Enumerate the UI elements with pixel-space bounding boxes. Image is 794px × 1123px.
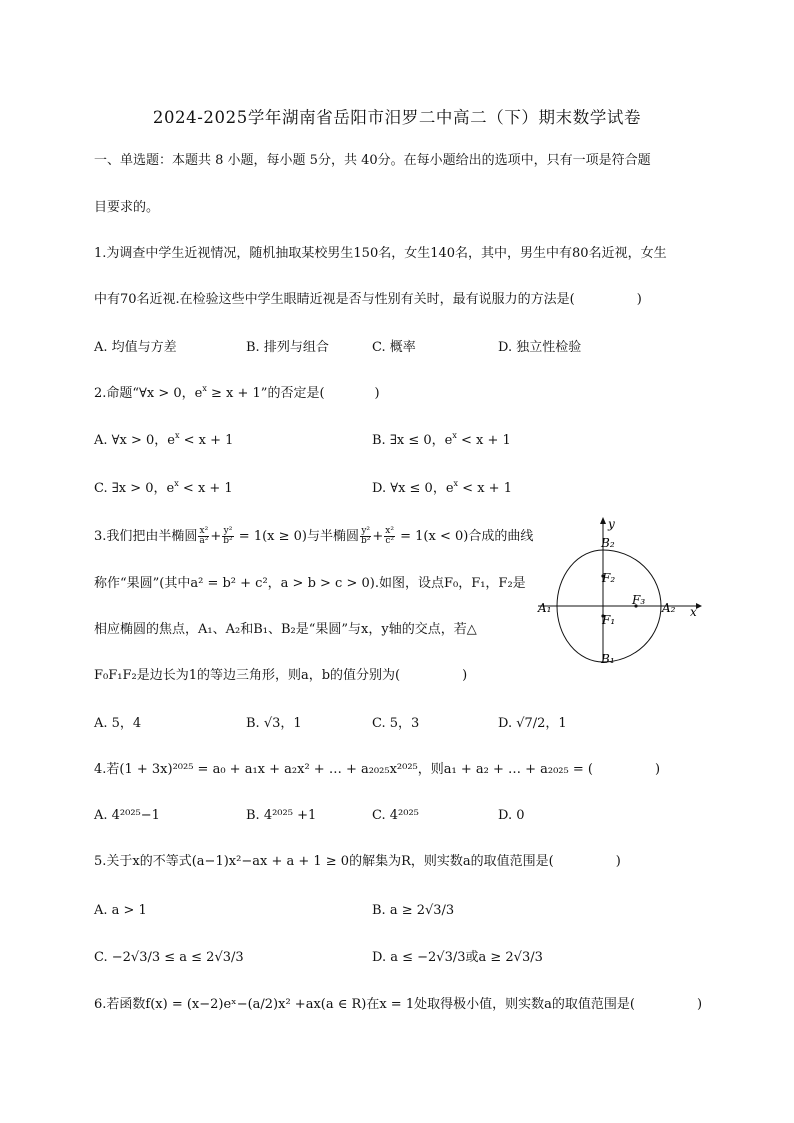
formula-y2-over-b2: $\frac{\text{y²}}{\text{b²}}$ (223, 526, 233, 546)
q1-option-b: B. 排列与组合 (246, 340, 329, 355)
q1-stem-line1: 1.为调查中学生近视情况，随机抽取某校男生150名，女生140名，其中，男生中有80名近视，女生 (94, 246, 667, 261)
q3-option-a: A. 5，4 (94, 716, 142, 731)
formula-x2-over-a2: $\frac{\text{x²}}{\text{a²}}$ (199, 526, 209, 546)
q1-option-d: D. 独立性检验 (498, 340, 582, 355)
q3-stem-line3: 相应椭圆的焦点，A₁、A₂和B₁、B₂是“果圆”与x，y轴的交点，若△ (94, 622, 477, 637)
label-f2: F₂ (602, 571, 616, 585)
formula-y2-over-b2-second: $\frac{\text{y²}}{\text{b²}}$ (361, 526, 371, 546)
fruit-circle-figure (536, 514, 704, 666)
q5-stem: 5.关于x的不等式(a−1)x²−ax + a + 1 ≥ 0的解集为R，则实数a的取值范围是( ) (94, 854, 621, 869)
q3-option-c: C. 5，3 (372, 716, 420, 731)
section-heading-line1: 一、单选题：本题共 8 小题，每小题 5分，共 40分。在每小题给出的选项中，只有一项是符合题 (94, 153, 651, 168)
q5-option-b: B. a ≥ 2√3/3 (372, 903, 455, 918)
q2-option-c: C. ∃x > 0，$e^x < x + 1$ (94, 479, 233, 496)
label-y: y (608, 517, 615, 531)
q2-option-d: D. ∀x ≤ 0，$e^x < x + 1$ (372, 479, 512, 496)
q1-stem-line2: 中有70名近视.在检验这些中学生眼睛近视是否与性别有关时，最有说服力的方法是( ) (94, 292, 642, 307)
q4-option-a: A. 4²⁰²⁵−1 (94, 808, 160, 823)
q5-option-a: A. a > 1 (94, 903, 147, 918)
q1-option-a: A. 均值与方差 (94, 340, 177, 355)
label-f1: F₁ (602, 613, 616, 627)
q4-option-c: C. 4²⁰²⁵ (372, 808, 419, 823)
x-axis-arrow-icon (696, 603, 702, 609)
q5-option-c: C. −2√3/3 ≤ a ≤ 2√3/3 (94, 950, 244, 965)
q6-stem: 6.若函数f(x) = (x−2)eˣ−(a/2)x² +ax(a ∈ R)在x = 1处取得极小值，则实数a的取值范围是( ) (94, 997, 703, 1012)
q3-option-d: D. √7/2，1 (498, 716, 567, 731)
label-b1: B₁ (601, 652, 615, 666)
q4-option-b: B. 4²⁰²⁵ +1 (246, 808, 317, 823)
q5-option-d: D. a ≤ −2√3/3或a ≥ 2√3/3 (372, 950, 543, 965)
q4-option-d: D. 0 (498, 808, 525, 823)
label-a2: A₂ (662, 601, 676, 615)
q4-stem: 4.若(1 + 3x)²⁰²⁵ = a₀ + a₁x + a₂x² + … + a₂₀₂₅x²⁰²⁵，则a₁ + a₂ + … + a₂₀₂₅ = ( ) (94, 762, 661, 777)
q1-option-c: C. 概率 (372, 340, 416, 355)
y-axis-arrow-icon (600, 517, 606, 524)
label-f3: F₃ (632, 593, 646, 607)
section-heading-line2: 目要求的。 (94, 200, 160, 215)
q3-stem-line1: 3.我们把由半椭圆 $\frac{\text{x²}}{\text{a²}}$ + $\frac{\text{y²}}{\text{b²}}$ = 1(x ≥ 0)与半椭圆 $\frac{\text{y²}}{\text{b²}}$ + $\frac{\text{x²}}{\text{c²}}$ = 1(x < 0)合成的曲线 (94, 526, 534, 546)
q3-stem-line2: 称作“果圆”(其中a² = b² + c²，a > b > c > 0).如图，设点F₀，F₁，F₂是 (94, 576, 526, 591)
q2-stem: 2.命题“∀x > 0，$e^x \ge x + 1$”的否定是( ) (94, 384, 380, 401)
formula-x2-over-c2: $\frac{\text{x²}}{\text{c²}}$ (385, 526, 394, 546)
q2-option-a: A. ∀x > 0，$e^x < x + 1$ (94, 431, 234, 448)
q3-option-b: B. √3，1 (246, 716, 302, 731)
label-b2: B₂ (601, 536, 615, 550)
q2-option-b: B. ∃x ≤ 0，$e^x < x + 1$ (372, 431, 511, 448)
label-x: x (690, 605, 697, 619)
exam-title: 2024-2025学年湖南省岳阳市汨罗二中高二（下）期末数学试卷 (152, 108, 642, 127)
label-a1: A₁ (538, 601, 552, 615)
q3-stem-line4: F₀F₁F₂是边长为1的等边三角形，则a，b的值分别为( ) (94, 668, 468, 683)
